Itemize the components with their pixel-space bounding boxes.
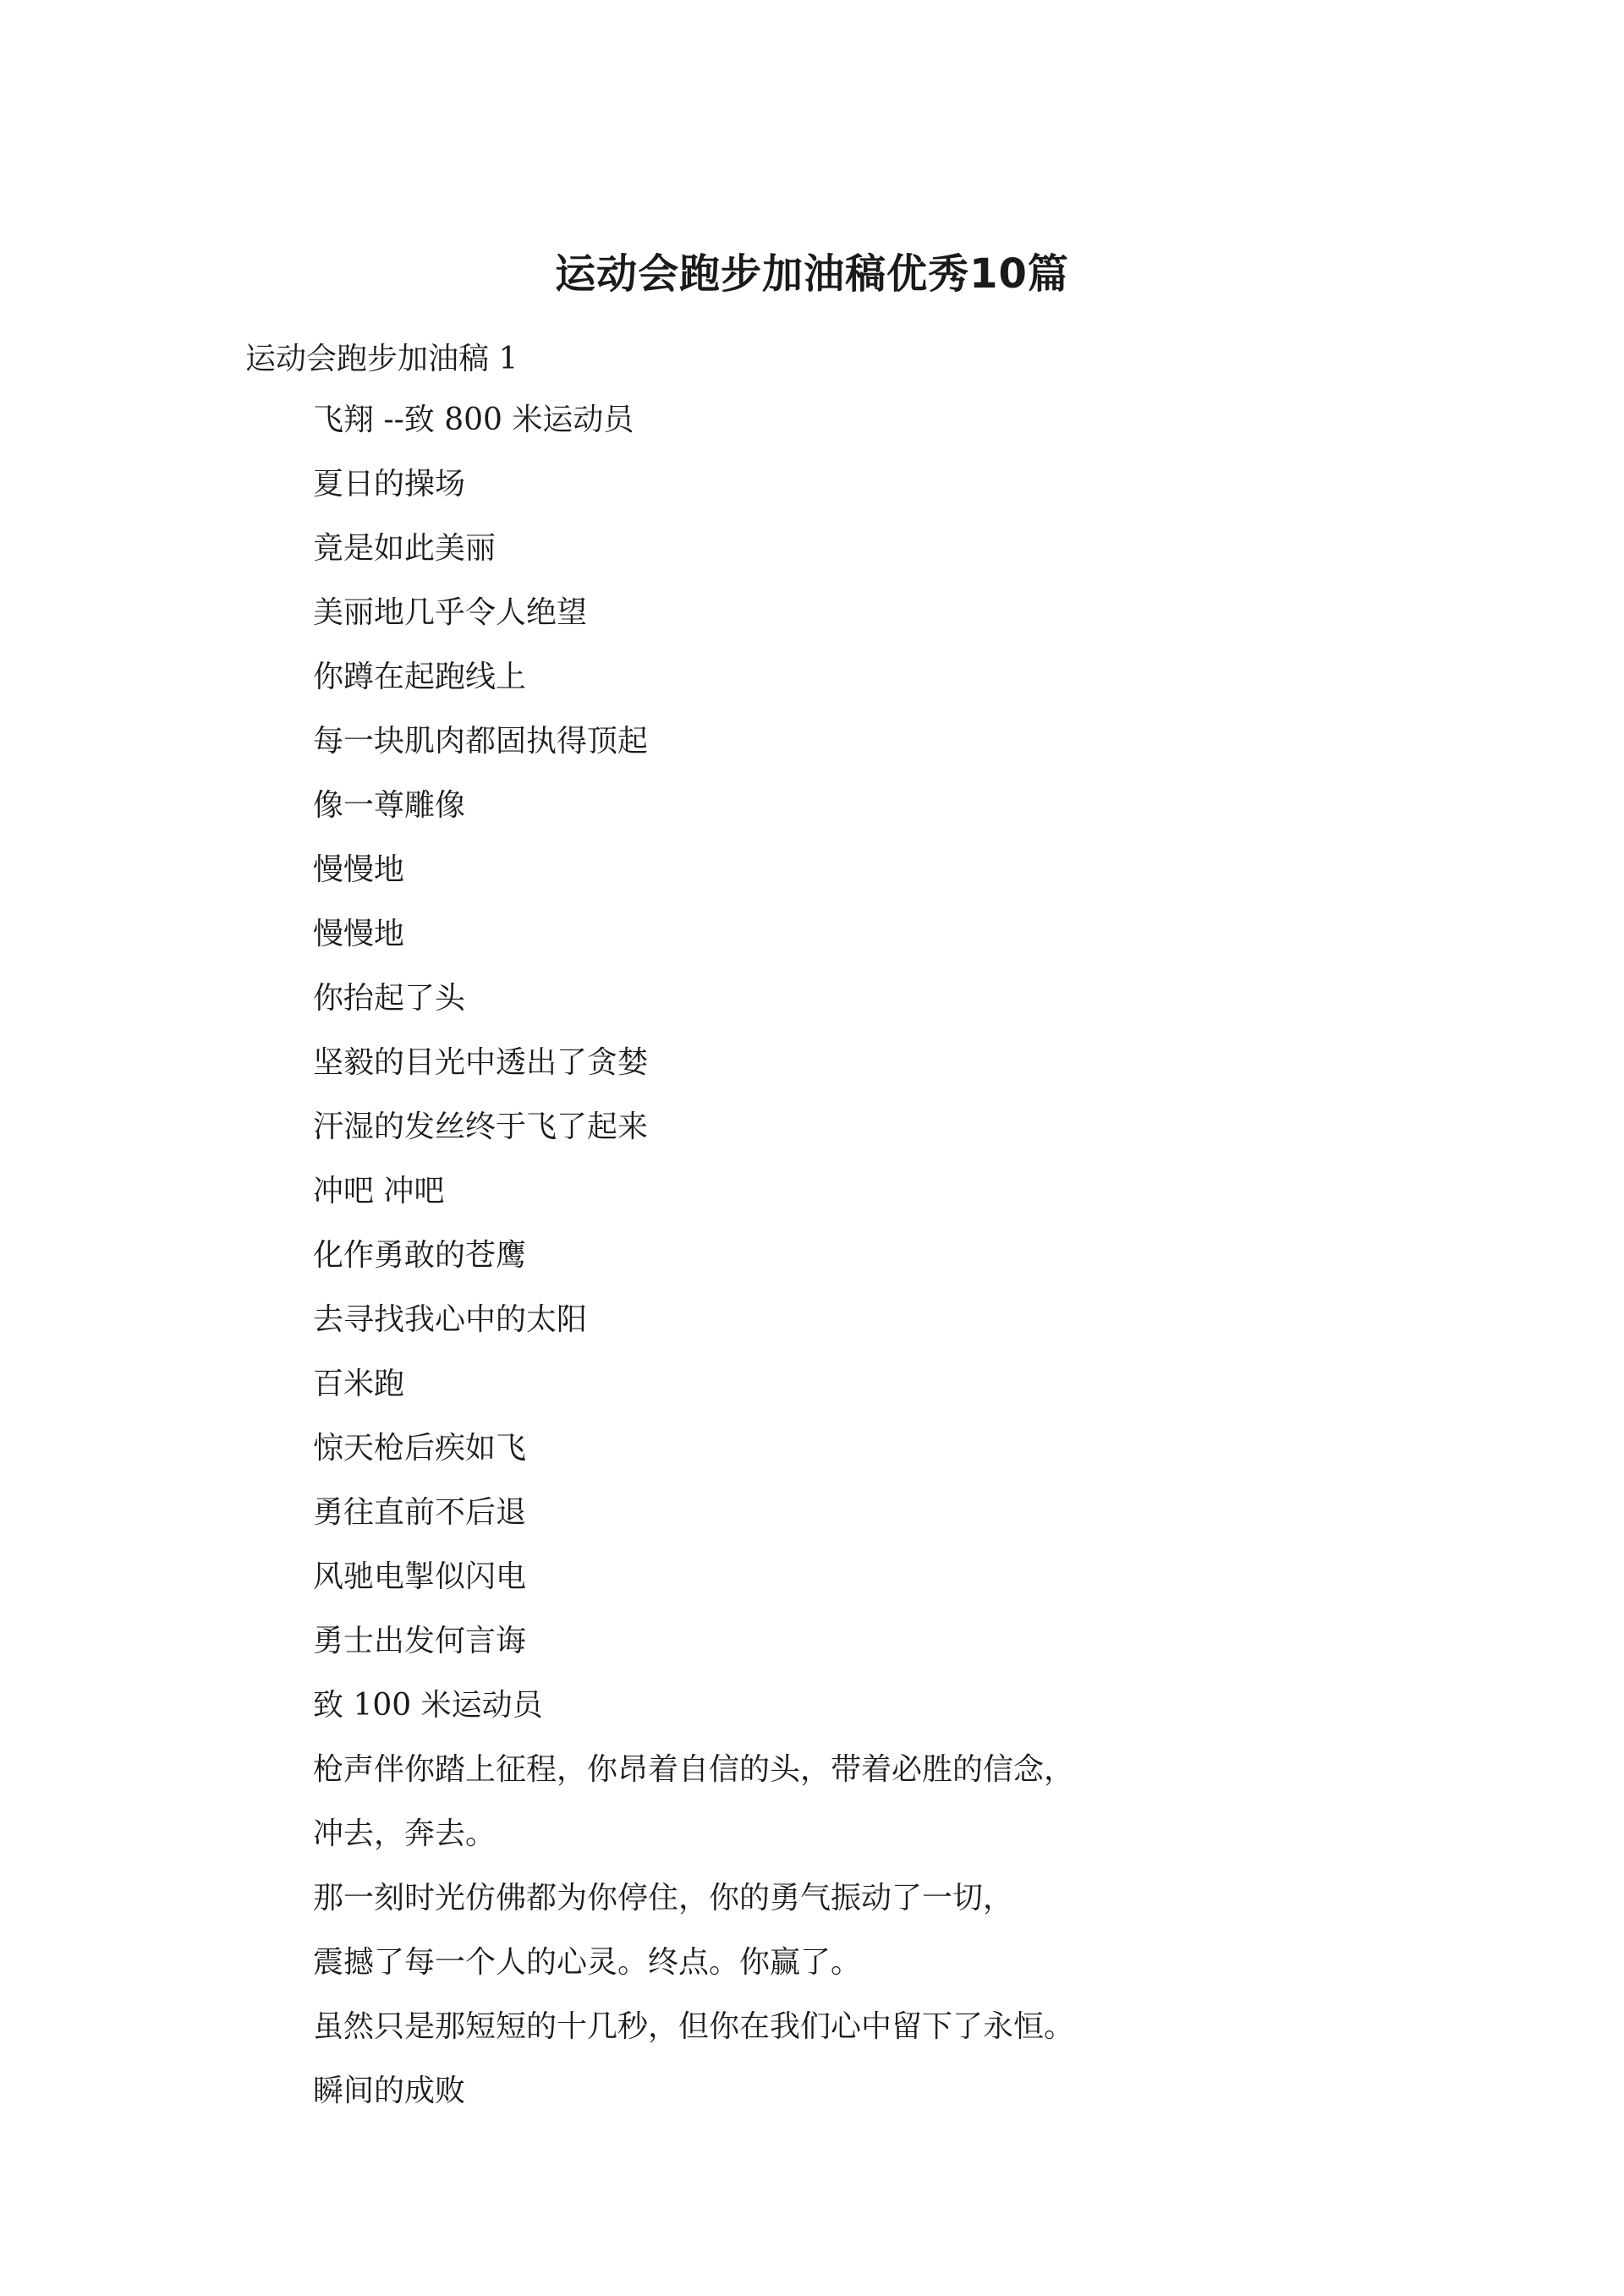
poem-line: 坚毅的目光中透出了贪婪 (313, 1045, 649, 1080)
poem-line: 化作勇敢的苍鹰 (313, 1238, 527, 1273)
poem-line: 风驰电掣似闪电 (313, 1559, 527, 1594)
poem-line: 冲吧 冲吧 (313, 1174, 445, 1208)
section-heading: 运动会跑步加油稿 1 (245, 342, 518, 376)
poem-line: 虽然只是那短短的十几秒，但你在我们心中留下了永恒。 (313, 2009, 1075, 2044)
poem-line: 百米跑 (313, 1367, 405, 1401)
poem-line: 竟是如此美丽 (313, 531, 497, 566)
poem-line: 你蹲在起跑线上 (313, 660, 527, 694)
poem-line: 慢慢地 (313, 917, 405, 951)
poem-line: 枪声伴你踏上征程，你昂着自信的头，带着必胜的信念， (313, 1752, 1075, 1787)
poem-line: 慢慢地 (313, 852, 405, 887)
poem-line: 瞬间的成败 (313, 2074, 466, 2108)
poem-line: 美丽地几乎令人绝望 (313, 595, 588, 630)
poem-line: 震撼了每一个人的心灵。终点。你赢了。 (313, 1945, 862, 1980)
poem-line: 冲去，奔去。 (313, 1817, 497, 1851)
poem-line: 勇士出发何言诲 (313, 1624, 527, 1658)
poem-line: 你抬起了头 (313, 981, 466, 1016)
poem-line: 像一尊雕像 (313, 788, 466, 823)
poem-line: 每一块肌肉都固执得顶起 (313, 724, 649, 759)
poem-line: 惊天枪后疾如飞 (313, 1431, 527, 1466)
poem-line: 勇往直前不后退 (313, 1495, 527, 1530)
poem-line: 汗湿的发丝终于飞了起来 (313, 1110, 649, 1144)
poem-line: 致 100 米运动员 (313, 1688, 543, 1723)
poem-lines (313, 399, 1539, 2134)
poem-line: 那一刻时光仿佛都为你停住，你的勇气振动了一切， (313, 1881, 1014, 1915)
poem-line: 去寻找我心中的太阳 (313, 1302, 588, 1337)
poem-line: 夏日的操场 (313, 467, 466, 501)
poem-line: 飞翔 --致 800 米运动员 (313, 403, 634, 437)
document-title: 运动会跑步加油稿优秀10篇 (555, 250, 1069, 298)
